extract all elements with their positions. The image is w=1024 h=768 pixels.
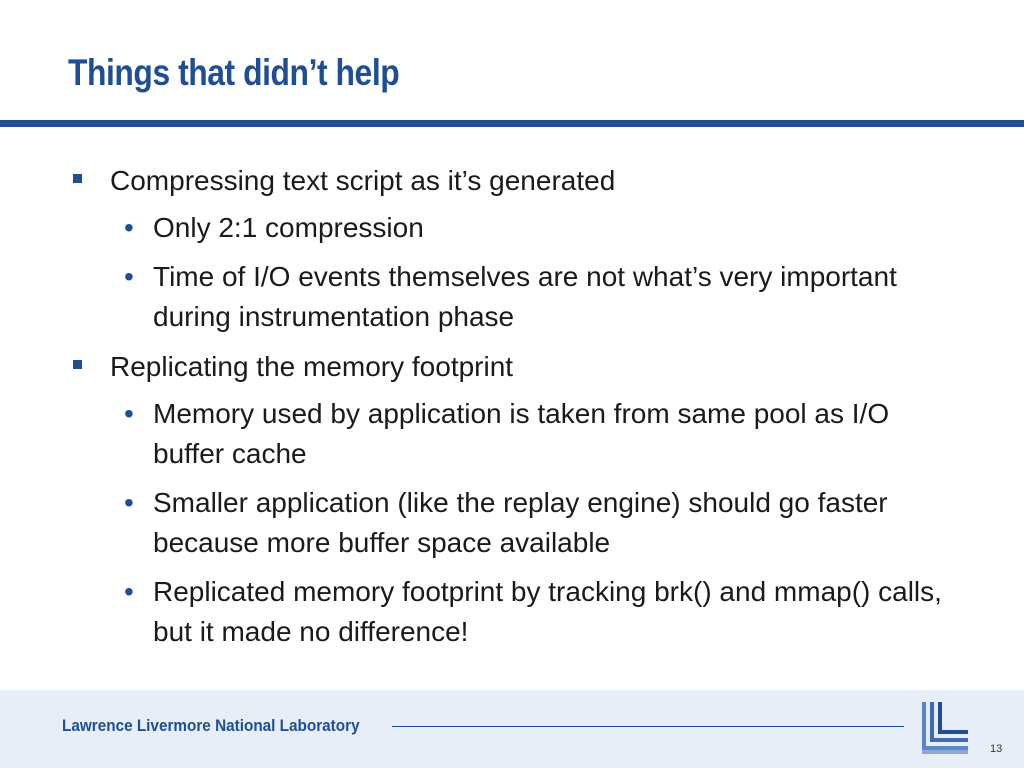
dot-bullet-icon: • <box>124 576 134 607</box>
footer-divider <box>392 726 904 727</box>
bullet-text: Compressing text script as it’s generated <box>110 165 616 196</box>
square-bullet-icon <box>73 360 82 369</box>
title-divider <box>0 120 1024 127</box>
square-bullet-icon <box>73 174 82 183</box>
bullet-list <box>0 160 1024 661</box>
lab-name: Lawrence Livermore National Laboratory <box>62 716 360 735</box>
sub-bullet-item <box>0 394 1024 474</box>
llnl-logo-icon <box>918 700 972 758</box>
page-number: 13 <box>990 743 1003 755</box>
sub-bullet-text: Replicated memory footprint by tracking brk() and mmap() calls, but it made no difference! <box>153 576 942 647</box>
sub-bullet-text: Smaller application (like the replay engine) should go faster because more buffer space available <box>153 487 888 558</box>
dot-bullet-icon: • <box>124 212 134 243</box>
sub-bullet-item <box>0 572 1024 652</box>
sub-bullet-item <box>0 257 1024 337</box>
bullet-item <box>0 160 1024 202</box>
dot-bullet-icon: • <box>124 487 134 518</box>
sub-bullet-item <box>0 208 1024 248</box>
bullet-text: Replicating the memory footprint <box>110 351 514 382</box>
dot-bullet-icon: • <box>124 261 134 292</box>
sub-bullet-text: Time of I/O events themselves are not what’s very important during instrumentation phase <box>153 261 897 332</box>
sub-bullet-item <box>0 483 1024 563</box>
footer <box>0 690 1024 768</box>
sub-bullet-text: Only 2:1 compression <box>153 212 424 243</box>
slide-title: Things that didn’t help <box>68 52 400 93</box>
bullet-item <box>0 346 1024 388</box>
sub-bullet-text: Memory used by application is taken from same pool as I/O buffer cache <box>153 398 890 469</box>
dot-bullet-icon: • <box>124 398 134 429</box>
